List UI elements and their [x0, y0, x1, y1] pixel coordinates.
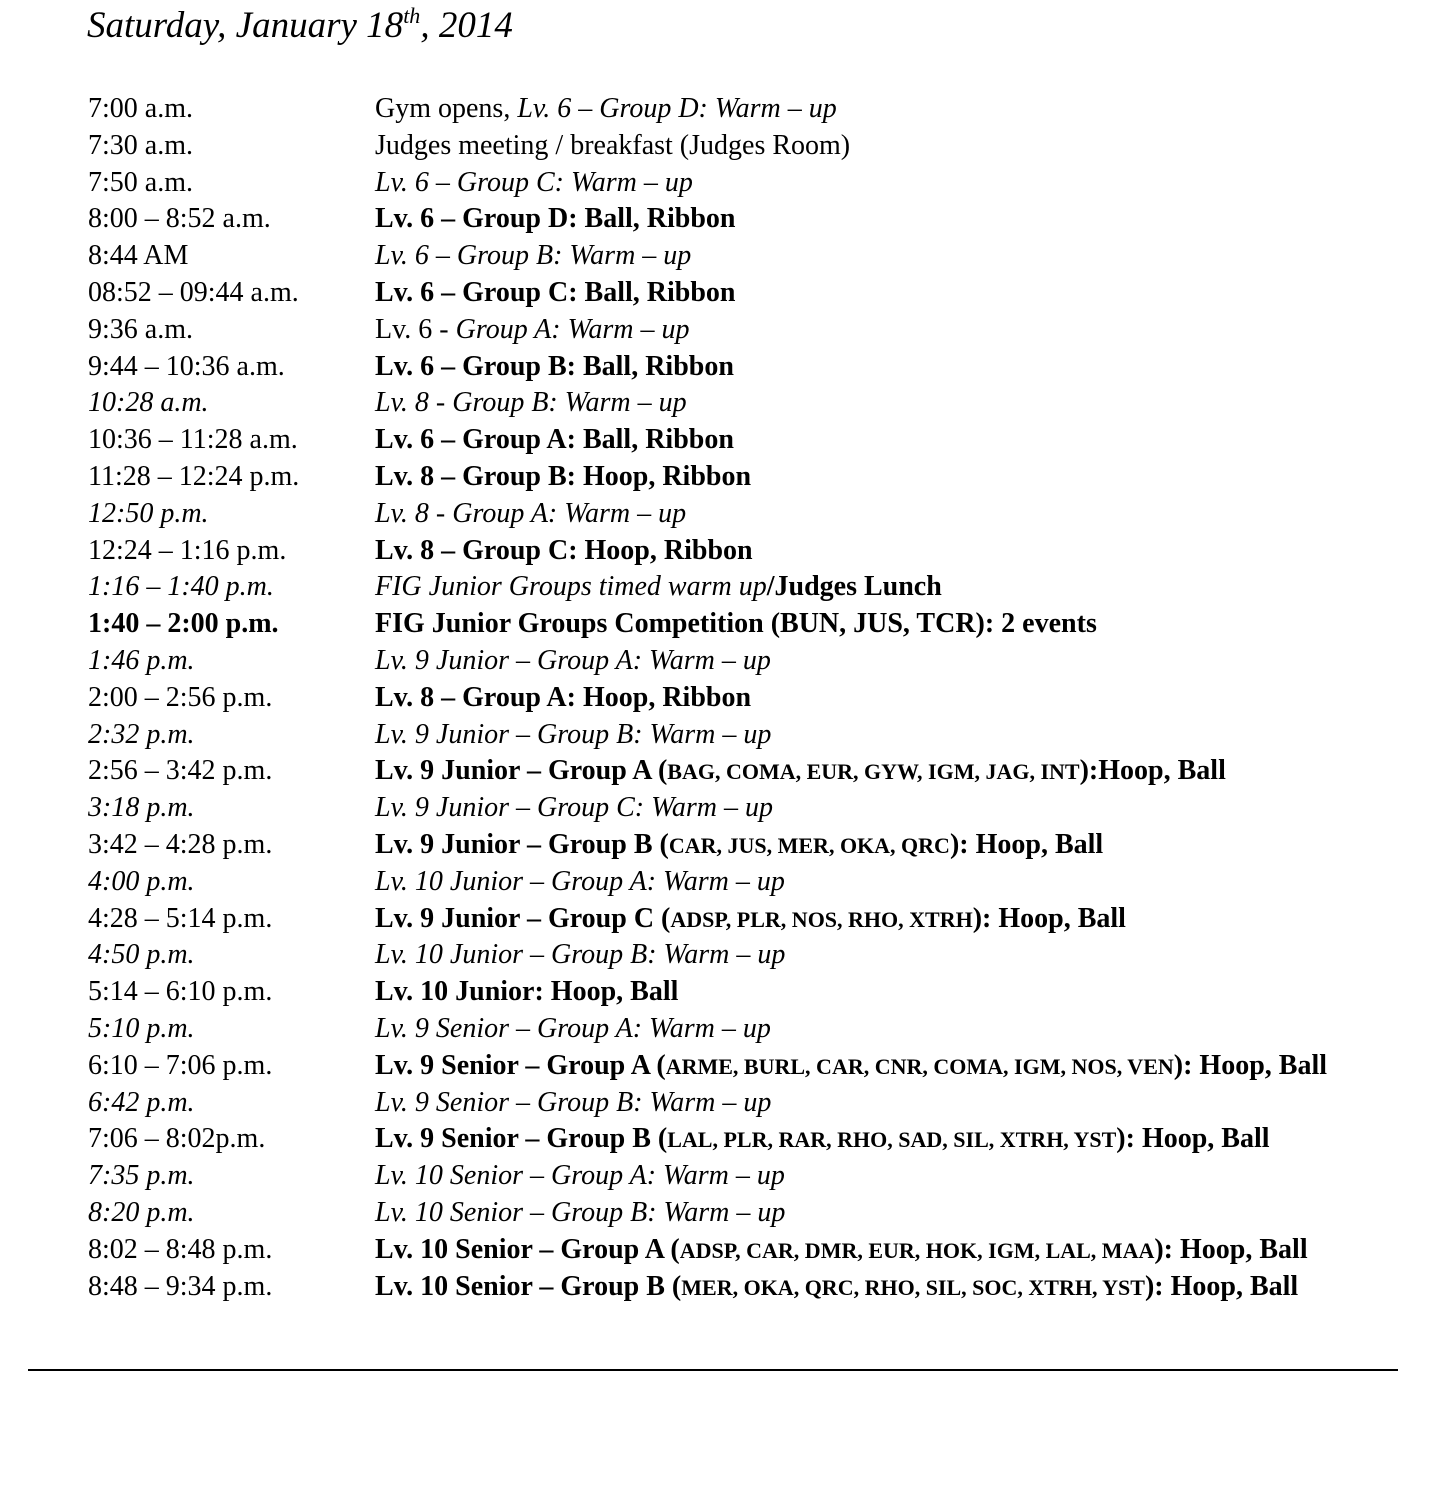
schedule-time: 7:35 p.m. — [88, 1160, 195, 1192]
event-text: Group A: Warm – up — [455, 313, 690, 345]
event-text: Lv. 8 – Group A: Hoop, Ribbon — [375, 681, 752, 713]
event-text: Lv. 6 – Group D: Warm – up — [517, 93, 837, 124]
schedule-time: 9:44 – 10:36 a.m. — [88, 350, 285, 382]
schedule-event — [375, 753, 1226, 791]
schedule-time: 1:40 – 2:00 p.m. — [88, 608, 279, 640]
schedule-event — [375, 385, 687, 422]
event-text: Lv. 6 – Group D: Ball, Ribbon — [375, 203, 736, 235]
schedule-event — [375, 827, 1103, 865]
event-text: ):Hoop, Ball — [1079, 755, 1226, 787]
schedule-event — [375, 165, 693, 202]
schedule-time: 1:16 – 1:40 p.m. — [88, 571, 274, 603]
schedule-time: 2:56 – 3:42 p.m. — [88, 755, 273, 787]
schedule-event — [375, 312, 689, 349]
schedule-time: 3:42 – 4:28 p.m. — [88, 828, 273, 860]
schedule-time: 7:00 a.m. — [88, 93, 193, 124]
event-text: Lv. 9 Junior – Group B: Warm – up — [375, 718, 772, 750]
event-text: Lv. 10 Junior – Group B: Warm – up — [375, 939, 786, 971]
schedule-event — [375, 643, 771, 680]
club-codes: ARME, BURL, CAR, CNR, COMA, IGM, NOS, VEN — [665, 1053, 1174, 1079]
schedule-event — [375, 533, 753, 570]
event-text: ): Hoop, Ball — [1144, 1270, 1299, 1302]
event-text: ): Hoop, Ball — [1173, 1049, 1327, 1081]
event-text: Lv. 6 – Group B: Warm – up — [375, 240, 692, 272]
event-text: Lv. 10 Senior – Group B ( — [375, 1270, 682, 1302]
event-text: Lv. 9 Junior – Group B ( — [375, 828, 669, 860]
event-text: ): Hoop, Ball — [949, 828, 1104, 860]
schedule-event — [375, 790, 773, 827]
event-text: Lv. 10 Senior – Group A: Warm – up — [375, 1160, 785, 1192]
event-text: Gym opens, — [375, 93, 518, 124]
schedule-time: 8:48 – 9:34 p.m. — [88, 1270, 273, 1302]
schedule-event — [375, 422, 734, 459]
schedule-event — [375, 1158, 785, 1195]
schedule-time: 1:46 p.m. — [88, 644, 195, 676]
club-codes: LAL, PLR, RAR, RHO, SAD, SIL, XTRH, YST — [667, 1127, 1117, 1153]
schedule-time: 2:32 p.m. — [88, 718, 195, 750]
schedule-time: 4:28 – 5:14 p.m. — [88, 902, 273, 934]
schedule-event — [375, 1011, 771, 1048]
event-text: Lv. 9 Junior – Group C: Warm – up — [375, 792, 773, 824]
schedule-time: 6:42 p.m. — [88, 1086, 195, 1118]
heading-ordinal-suffix: th — [403, 3, 421, 28]
event-text: Lv. 9 Junior – Group C ( — [375, 902, 671, 934]
event-text: ): Hoop, Ball — [1154, 1233, 1308, 1265]
club-codes: BAG, COMA, EUR, GYW, IGM, JAG, INT — [667, 759, 1080, 785]
event-text: Lv. 10 Junior – Group A: Warm – up — [375, 865, 785, 897]
event-text: FIG Junior Groups Competition (BUN, JUS, TCR): 2 events — [375, 608, 1097, 640]
schedule-time: 12:50 p.m. — [88, 497, 209, 529]
heading-year: , 2014 — [420, 5, 513, 46]
schedule-time: 5:10 p.m. — [88, 1012, 195, 1044]
event-text: Lv. 10 Junior: Hoop, Ball — [375, 976, 679, 1008]
club-codes: ADSP, CAR, DMR, EUR, HOK, IGM, LAL, MAA — [679, 1237, 1155, 1263]
schedule-event — [375, 974, 678, 1011]
schedule-time: 9:36 a.m. — [88, 313, 193, 345]
event-text: ): Hoop, Ball — [972, 902, 1126, 934]
event-text: Lv. 9 Senior – Group A ( — [375, 1049, 666, 1081]
event-text: Lv. 9 Junior – Group A ( — [375, 755, 668, 787]
schedule-time: 12:24 – 1:16 p.m. — [88, 534, 287, 566]
club-codes: ADSP, PLR, NOS, RHO, XTRH — [670, 906, 973, 932]
schedule-time: 08:52 – 09:44 a.m. — [88, 276, 299, 308]
event-text: Lv. 9 Junior – Group A: Warm – up — [375, 644, 771, 676]
event-text: Lv. 9 Senior – Group B ( — [375, 1123, 668, 1155]
schedule-event — [375, 717, 771, 754]
schedule-event — [375, 128, 850, 165]
schedule-time: 10:28 a.m. — [88, 387, 209, 419]
page-heading — [87, 4, 513, 47]
heading-date: Saturday, January 18 — [87, 5, 404, 46]
event-text: Lv. 6 – Group A: Ball, Ribbon — [375, 424, 734, 456]
schedule-time: 3:18 p.m. — [88, 792, 195, 824]
schedule-time: 11:28 – 12:24 p.m. — [88, 460, 300, 492]
schedule-time: 7:30 a.m. — [88, 129, 193, 161]
schedule-event — [375, 569, 942, 606]
event-text: FIG Junior Groups timed warm up — [375, 571, 767, 603]
schedule-time: 8:44 AM — [88, 240, 189, 272]
schedule-time: 7:50 a.m. — [88, 166, 193, 198]
schedule-time: 5:14 – 6:10 p.m. — [88, 976, 273, 1008]
schedule-time: 10:36 – 11:28 a.m. — [88, 424, 298, 456]
schedule-event — [375, 1232, 1308, 1270]
schedule-time: 2:00 – 2:56 p.m. — [88, 681, 273, 713]
event-text: Lv. 6 - — [375, 313, 456, 345]
event-text: Lv. 9 Senior – Group B: Warm – up — [375, 1086, 772, 1118]
schedule-time: 8:20 p.m. — [88, 1196, 195, 1228]
event-text: Lv. 8 - Group A: Warm – up — [375, 497, 687, 529]
schedule-time: 4:00 p.m. — [88, 865, 195, 897]
event-text: Lv. 8 – Group C: Hoop, Ribbon — [375, 534, 753, 566]
event-text: Lv. 6 – Group B: Ball, Ribbon — [375, 350, 734, 382]
event-text: Judges meeting / breakfast (Judges Room) — [375, 129, 851, 161]
schedule-time: 6:10 – 7:06 p.m. — [88, 1049, 273, 1081]
schedule-event — [375, 901, 1126, 939]
event-text: ): Hoop, Ball — [1116, 1123, 1270, 1155]
event-text: Lv. 8 – Group B: Hoop, Ribbon — [375, 460, 752, 492]
schedule-event — [375, 864, 785, 901]
footer-divider — [28, 1369, 1398, 1371]
schedule-event — [375, 1195, 785, 1232]
schedule-event — [375, 459, 751, 496]
schedule-event — [375, 1085, 771, 1122]
schedule-event — [375, 91, 837, 128]
event-text: Lv. 10 Senior – Group B: Warm – up — [375, 1196, 786, 1228]
schedule-time: 8:02 – 8:48 p.m. — [88, 1233, 273, 1265]
schedule-event — [375, 1048, 1327, 1086]
schedule-event — [375, 1269, 1298, 1307]
event-text: Lv. 6 – Group C: Ball, Ribbon — [375, 276, 736, 308]
event-text: Lv. 9 Senior – Group A: Warm – up — [375, 1012, 771, 1044]
club-codes: CAR, JUS, MER, OKA, QRC — [668, 832, 950, 858]
schedule-event — [375, 238, 691, 275]
schedule-time: 4:50 p.m. — [88, 939, 195, 971]
schedule-event — [375, 606, 1097, 643]
schedule-event — [375, 496, 686, 533]
schedule-time: 7:06 – 8:02p.m. — [88, 1123, 266, 1155]
schedule-event — [375, 937, 785, 974]
event-text: Lv. 8 - Group B: Warm – up — [375, 387, 687, 419]
event-text: Lv. 6 – Group C: Warm – up — [375, 166, 693, 198]
schedule-event — [375, 680, 751, 717]
event-text: Lv. 10 Senior – Group A ( — [375, 1233, 680, 1265]
schedule-event — [375, 201, 735, 238]
schedule-event — [375, 349, 734, 386]
club-codes: MER, OKA, QRC, RHO, SIL, SOC, XTRH, YST — [681, 1274, 1145, 1300]
event-text: /Judges Lunch — [766, 571, 942, 603]
schedule-event — [375, 275, 735, 312]
schedule-time: 8:00 – 8:52 a.m. — [88, 203, 271, 235]
schedule-event — [375, 1121, 1270, 1159]
